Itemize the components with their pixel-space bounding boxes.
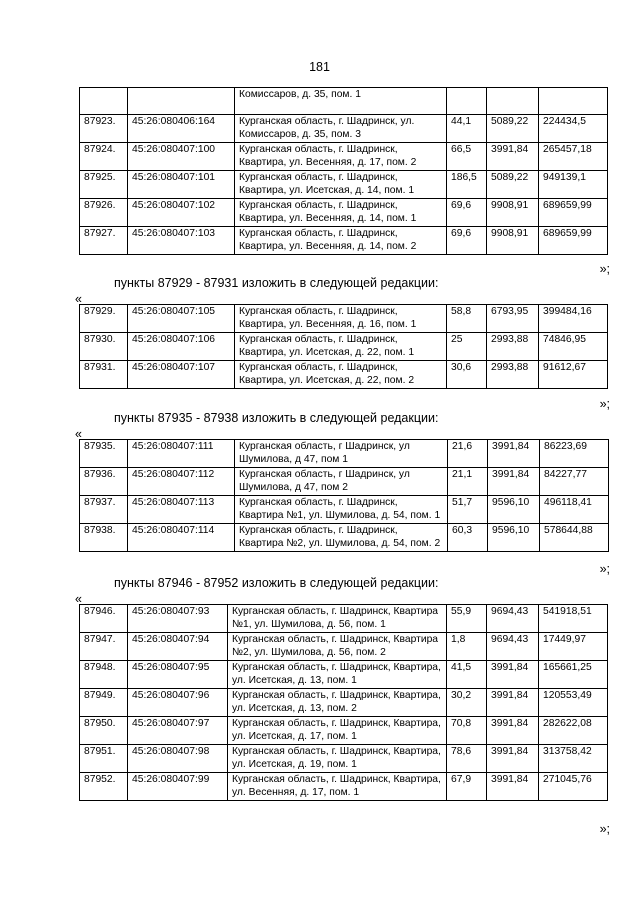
item-number: 87931.	[80, 361, 128, 389]
cadastral-number: 45:26:080407:95	[128, 661, 228, 689]
area: 51,7	[448, 496, 488, 524]
register-table	[79, 304, 608, 389]
cadastral-value: 541918,51	[539, 605, 608, 633]
item-number: 87935.	[80, 440, 128, 468]
area: 1,8	[447, 633, 487, 661]
area: 69,6	[447, 227, 487, 255]
address: Курганская область, г. Шадринск, Квартира, ул. Исетская, д. 22, пом. 1	[235, 333, 447, 361]
unit-value: 3991,84	[487, 661, 539, 689]
item-number: 87949.	[80, 689, 128, 717]
cadastral-number: 45:26:080407:105	[128, 305, 235, 333]
address: Курганская область, г. Шадринск, Квартира, ул. Исетская, д. 17, пом. 1	[228, 717, 447, 745]
unit-value: 3991,84	[488, 440, 540, 468]
address: Курганская область, г. Шадринск, Квартира, ул. Весенняя, д. 14, пом. 2	[235, 227, 447, 255]
item-number: 87924.	[80, 143, 128, 171]
cadastral-value: 399484,16	[539, 305, 608, 333]
address: Курганская область, г. Шадринск, Квартира, ул. Весенняя, д. 14, пом. 1	[235, 199, 447, 227]
item-number: 87938.	[80, 524, 128, 552]
unit-value: 3991,84	[487, 745, 539, 773]
table-row	[80, 773, 608, 801]
cadastral-number: 45:26:080407:102	[128, 199, 235, 227]
item-number	[80, 88, 128, 115]
cadastral-number: 45:26:080407:107	[128, 361, 235, 389]
amendment-instruction: пункты 87946 - 87952 изложить в следующей редакции:	[114, 576, 439, 590]
closing-quote: »;	[599, 262, 610, 276]
register-table	[79, 439, 609, 552]
address: Курганская область, г. Шадринск, Квартира, ул. Весенняя, д. 16, пом. 1	[235, 305, 447, 333]
unit-value: 5089,22	[487, 115, 539, 143]
cadastral-number	[128, 88, 235, 115]
cadastral-value: 271045,76	[539, 773, 608, 801]
address: Курганская область, г Шадринск, ул Шумилова, д 47, пом 1	[235, 440, 448, 468]
cadastral-number: 45:26:080407:93	[128, 605, 228, 633]
address: Курганская область, г. Шадринск, Квартира, ул. Исетская, д. 13, пом. 1	[228, 661, 447, 689]
area	[447, 88, 487, 115]
area: 78,6	[447, 745, 487, 773]
opening-quote: «	[75, 592, 82, 606]
address: Курганская область, г. Шадринск, Квартира, ул. Исетская, д. 14, пом. 1	[235, 171, 447, 199]
address: Курганская область, г. Шадринск, Квартира №1, ул. Шумилова, д. 54, пом. 1	[235, 496, 448, 524]
table-row	[80, 143, 608, 171]
unit-value: 3991,84	[487, 689, 539, 717]
unit-value: 9694,43	[487, 633, 539, 661]
address: Курганская область, г. Шадринск, Квартира, ул. Исетская, д. 22, пом. 2	[235, 361, 447, 389]
area: 30,2	[447, 689, 487, 717]
cadastral-number: 45:26:080407:114	[128, 524, 235, 552]
area: 44,1	[447, 115, 487, 143]
area: 41,5	[447, 661, 487, 689]
unit-value: 6793,95	[487, 305, 539, 333]
cadastral-value: 224434,5	[539, 115, 608, 143]
table-row	[80, 524, 609, 552]
cadastral-value: 86223,69	[540, 440, 609, 468]
item-number: 87923.	[80, 115, 128, 143]
cadastral-number: 45:26:080407:112	[128, 468, 235, 496]
table-row	[80, 361, 608, 389]
cadastral-number: 45:26:080407:94	[128, 633, 228, 661]
table-row	[80, 717, 608, 745]
area: 55,9	[447, 605, 487, 633]
item-number: 87936.	[80, 468, 128, 496]
cadastral-value: 949139,1	[539, 171, 608, 199]
table-row	[80, 605, 608, 633]
unit-value: 3991,84	[487, 717, 539, 745]
address: Курганская область, г. Шадринск, ул. Комиссаров, д. 35, пом. 3	[235, 115, 447, 143]
table-row	[80, 305, 608, 333]
cadastral-value: 91612,67	[539, 361, 608, 389]
cadastral-value: 84227,77	[540, 468, 609, 496]
cadastral-value: 265457,18	[539, 143, 608, 171]
address: Курганская область, г. Шадринск, Квартира, ул. Весенняя, д. 17, пом. 1	[228, 773, 447, 801]
cadastral-value: 313758,42	[539, 745, 608, 773]
table-row	[80, 227, 608, 255]
cadastral-value: 689659,99	[539, 227, 608, 255]
cadastral-value: 689659,99	[539, 199, 608, 227]
item-number: 87929.	[80, 305, 128, 333]
item-number: 87926.	[80, 199, 128, 227]
cadastral-number: 45:26:080407:100	[128, 143, 235, 171]
unit-value: 9596,10	[488, 496, 540, 524]
table-row	[80, 633, 608, 661]
amendment-instruction: пункты 87935 - 87938 изложить в следующей редакции:	[114, 411, 439, 425]
cadastral-number: 45:26:080406:164	[128, 115, 235, 143]
table-row	[80, 199, 608, 227]
closing-quote: »;	[599, 562, 610, 576]
opening-quote: «	[75, 427, 82, 441]
item-number: 87925.	[80, 171, 128, 199]
area: 69,6	[447, 199, 487, 227]
area: 66,5	[447, 143, 487, 171]
table-row	[80, 171, 608, 199]
page-number: 181	[309, 60, 330, 74]
cadastral-value: 578644,88	[540, 524, 609, 552]
address: Курганская область, г. Шадринск, Квартира №1, ул. Шумилова, д. 56, пом. 1	[228, 605, 447, 633]
cadastral-value: 282622,08	[539, 717, 608, 745]
item-number: 87927.	[80, 227, 128, 255]
address: Курганская область, г Шадринск, ул Шумилова, д 47, пом 2	[235, 468, 448, 496]
cadastral-number: 45:26:080407:99	[128, 773, 228, 801]
table-row	[80, 496, 609, 524]
area: 25	[447, 333, 487, 361]
unit-value: 9596,10	[488, 524, 540, 552]
cadastral-value: 17449,97	[539, 633, 608, 661]
table-row	[80, 468, 609, 496]
item-number: 87952.	[80, 773, 128, 801]
table-row	[80, 115, 608, 143]
area: 21,1	[448, 468, 488, 496]
register-table	[79, 87, 608, 255]
table-row	[80, 333, 608, 361]
unit-value: 3991,84	[487, 143, 539, 171]
area: 70,8	[447, 717, 487, 745]
unit-value: 2993,88	[487, 333, 539, 361]
unit-value: 2993,88	[487, 361, 539, 389]
area: 67,9	[447, 773, 487, 801]
area: 186,5	[447, 171, 487, 199]
cadastral-number: 45:26:080407:103	[128, 227, 235, 255]
address: Курганская область, г. Шадринск, Квартира №2, ул. Шумилова, д. 54, пом. 2	[235, 524, 448, 552]
address: Курганская область, г. Шадринск, Квартира, ул. Исетская, д. 19, пом. 1	[228, 745, 447, 773]
unit-value	[487, 88, 539, 115]
cadastral-value: 74846,95	[539, 333, 608, 361]
table-row	[80, 440, 609, 468]
table-row	[80, 661, 608, 689]
cadastral-value	[539, 88, 608, 115]
unit-value: 9694,43	[487, 605, 539, 633]
cadastral-value: 496118,41	[540, 496, 609, 524]
item-number: 87947.	[80, 633, 128, 661]
cadastral-number: 45:26:080407:106	[128, 333, 235, 361]
address: Курганская область, г. Шадринск, Квартира, ул. Исетская, д. 13, пом. 2	[228, 689, 447, 717]
address: Курганская область, г. Шадринск, Квартира №2, ул. Шумилова, д. 56, пом. 2	[228, 633, 447, 661]
unit-value: 3991,84	[488, 468, 540, 496]
cadastral-number: 45:26:080407:101	[128, 171, 235, 199]
item-number: 87950.	[80, 717, 128, 745]
opening-quote: «	[75, 292, 82, 306]
amendment-instruction: пункты 87929 - 87931 изложить в следующей редакции:	[114, 276, 439, 290]
table-row	[80, 689, 608, 717]
closing-quote: »;	[599, 822, 610, 836]
cadastral-number: 45:26:080407:111	[128, 440, 235, 468]
item-number: 87930.	[80, 333, 128, 361]
area: 58,8	[447, 305, 487, 333]
unit-value: 9908,91	[487, 227, 539, 255]
area: 60,3	[448, 524, 488, 552]
unit-value: 3991,84	[487, 773, 539, 801]
closing-quote: »;	[599, 397, 610, 411]
unit-value: 9908,91	[487, 199, 539, 227]
item-number: 87951.	[80, 745, 128, 773]
cadastral-number: 45:26:080407:96	[128, 689, 228, 717]
address: Комиссаров, д. 35, пом. 1	[235, 88, 447, 115]
item-number: 87937.	[80, 496, 128, 524]
cadastral-value: 120553,49	[539, 689, 608, 717]
register-table	[79, 604, 608, 801]
area: 21,6	[448, 440, 488, 468]
unit-value: 5089,22	[487, 171, 539, 199]
table-row	[80, 745, 608, 773]
cadastral-number: 45:26:080407:98	[128, 745, 228, 773]
cadastral-number: 45:26:080407:113	[128, 496, 235, 524]
cadastral-number: 45:26:080407:97	[128, 717, 228, 745]
item-number: 87946.	[80, 605, 128, 633]
item-number: 87948.	[80, 661, 128, 689]
cadastral-value: 165661,25	[539, 661, 608, 689]
area: 30,6	[447, 361, 487, 389]
table-row	[80, 88, 608, 115]
address: Курганская область, г. Шадринск, Квартира, ул. Весенняя, д. 17, пом. 2	[235, 143, 447, 171]
